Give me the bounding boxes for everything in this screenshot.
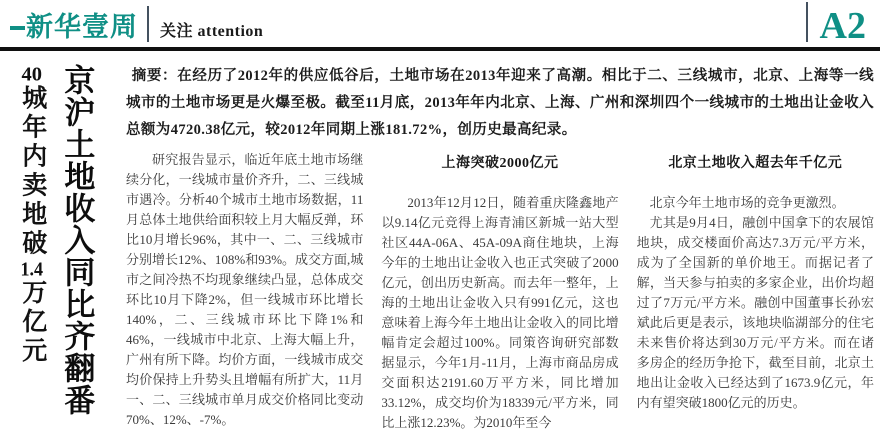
headline-block <box>0 51 124 440</box>
kicker-char: 1.4 <box>20 258 44 279</box>
logo-text: 新华壹周 <box>26 12 138 42</box>
paragraph: 研究报告显示，临近年底土地市场继续分化，一线城市量价齐升，二、三线城市遇冷。分析40个城市土地市场数据，11月总体土地供给面积较上月大幅反弹，环比10月增长96%，其中一、二、三线城市分别增长12%、108%和93%。成交方面,城市之间冷热不均现象继续凸显，总体成交环比10月下降2%，但一线城市环比增长140%，二、三线城市环比下降1%和46%，一线城市中北京、上海大幅上升，广州有所下降。均价方面，一线城市成交均价保持上升势头且增幅有所扩大，11月一、二、三线城市单月成交价格同比变动70%、12%、-7%。 <box>126 152 364 427</box>
kicker-char: 城 <box>18 84 46 114</box>
kicker-char: 万 <box>18 279 46 308</box>
article-columns <box>126 150 874 433</box>
kicker-char: 40 <box>21 64 42 85</box>
main-headline: 京沪土地收入同比齐翻番 <box>59 64 95 416</box>
section-title: 关注 attention <box>160 23 264 40</box>
headline-kicker <box>17 64 46 366</box>
paragraph: 北京今年土地市场的竞争更激烈。 <box>649 195 845 210</box>
masthead-divider-left <box>147 6 149 42</box>
kicker-char: 破 <box>18 229 46 259</box>
paragraph: 尤其是9月4日，融创中国拿下的农展馆地块，成交楼面价高达7.3万元/平方米，成为了全国新的单价地王。而据记者了解，当天参与拍卖的多家企业，出价均超过了7万元/平方米。融创中国董事长孙宏斌此后更是表示，该地块临湖部分的住宅未来售价将达到30万元/平方米。而在诸多房企的经历争抢下，截至目前，北京土地出让金收入已经达到了1673.9亿元，年内有望突破1800亿元的历史。 <box>636 215 874 410</box>
page-number: A2 <box>819 4 866 47</box>
kicker-char: 亿 <box>18 308 46 337</box>
page-content <box>0 51 880 440</box>
masthead <box>0 0 880 47</box>
kicker-char: 卖 <box>18 171 46 201</box>
kicker-char: 地 <box>18 200 46 230</box>
summary-text: 在经历了2012年的供应低谷后，土地市场在2013年迎来了高潮。相比于二、三线城市，北京、上海等一线城市的土地市场更是火爆至极。截至11月底，2013年年内北京、上海、广州和深圳四个一线城市的土地出让金收入总额为4720.38亿元，较2012年同期上涨181.72%，创历史最高纪录。 <box>126 68 874 138</box>
article-summary <box>126 63 874 144</box>
newspaper-logo <box>10 14 138 41</box>
kicker-char: 年 <box>18 113 46 143</box>
paragraph: 2013年12月12日，随着重庆隆鑫地产以9.14亿元竞得上海青浦区新城一站大型社区44A-06A、45A-09A商住地块，上海今年的土地出让金收入也正式突破了2000亿元，创出历史新高。而去年一整年，上海的土地出让金收入只有991亿元，这也意味着上海今年土地出让金收入的同比增幅肯定会超过100%。同策咨询研究部数据显示，今年1月-11月，上海市商品房成交面积达2191.60万平方米，同比增加33.12%，成交均价为18339元/平方米，同比上涨12.23%。为2010年至今 <box>381 195 619 430</box>
article-body <box>124 51 880 440</box>
article-column-2 <box>381 150 618 433</box>
masthead-divider-right <box>806 2 808 42</box>
kicker-char: 元 <box>18 337 46 366</box>
summary-label: 摘要： <box>131 68 178 84</box>
logo-dash-decoration <box>10 26 25 30</box>
column-heading-beijing: 北京土地收入超去年千亿元 <box>668 156 843 171</box>
kicker-char: 内 <box>18 142 46 172</box>
column-heading-shanghai: 上海突破2000亿元 <box>441 156 559 171</box>
article-column-3 <box>637 150 874 433</box>
article-column-1 <box>126 150 363 433</box>
